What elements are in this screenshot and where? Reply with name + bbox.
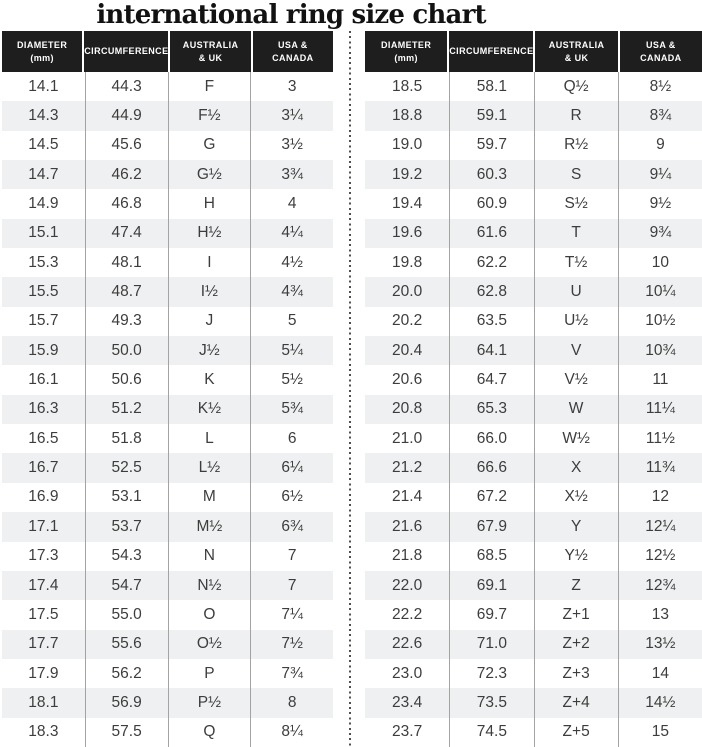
table-header-row — [365, 31, 702, 72]
column-header: AUSTRALIA & UK — [170, 31, 250, 72]
cell: M — [168, 483, 251, 512]
cell: 5½ — [250, 365, 333, 394]
cell: K½ — [168, 395, 251, 424]
cell: 52.5 — [85, 453, 168, 482]
table-row — [2, 483, 333, 512]
cell: 21.4 — [392, 488, 423, 506]
cell: Z+4 — [534, 688, 618, 717]
ring-size-table-left — [2, 31, 333, 747]
table-row — [365, 424, 702, 453]
table-row — [2, 600, 333, 629]
table-row — [2, 248, 333, 277]
cell: 15.5 — [28, 283, 59, 301]
cell: 63.5 — [449, 307, 533, 336]
column-header: DIAMETER (mm) — [2, 31, 82, 72]
cell: F — [168, 72, 251, 101]
cell: Z+2 — [534, 630, 618, 659]
cell: S — [534, 160, 618, 189]
cell: 50.0 — [85, 336, 168, 365]
cell: 49.3 — [85, 307, 168, 336]
table-row — [365, 219, 702, 248]
cell: 68.5 — [449, 542, 533, 571]
table-row — [2, 72, 333, 101]
cell: 44.9 — [85, 101, 168, 130]
table-body — [2, 72, 333, 747]
cell: X½ — [534, 483, 618, 512]
cell: 6¼ — [250, 453, 333, 482]
cell: L — [168, 424, 251, 453]
cell: 54.7 — [85, 571, 168, 600]
cell: Z+3 — [534, 659, 618, 688]
column-header: USA & CANADA — [253, 31, 333, 72]
cell: Z — [534, 571, 618, 600]
table-row — [2, 395, 333, 424]
table-row — [2, 688, 333, 717]
cell: 23.7 — [392, 723, 423, 741]
cell: 7¼ — [250, 600, 333, 629]
cell: 18.3 — [28, 723, 59, 741]
cell: 62.8 — [449, 277, 533, 306]
cell: 19.8 — [392, 253, 423, 271]
cell: M½ — [168, 512, 251, 541]
cell: 60.3 — [449, 160, 533, 189]
cell: 17.1 — [28, 517, 59, 535]
table-row — [365, 160, 702, 189]
table-row — [365, 131, 702, 160]
table-row — [2, 131, 333, 160]
cell: Z+1 — [534, 600, 618, 629]
cell: 17.9 — [28, 664, 59, 682]
cell: 5¾ — [250, 395, 333, 424]
cell: 3 — [250, 72, 333, 101]
table-row — [365, 688, 702, 717]
cell: 12 — [618, 483, 702, 512]
table-row — [2, 365, 333, 394]
table-row — [2, 571, 333, 600]
cell: 6½ — [250, 483, 333, 512]
cell: 8½ — [618, 72, 702, 101]
table-row — [365, 659, 702, 688]
cell: 14.1 — [28, 77, 59, 95]
cell: Q½ — [534, 72, 618, 101]
cell: 4 — [250, 189, 333, 218]
cell: H — [168, 189, 251, 218]
cell: 6¾ — [250, 512, 333, 541]
cell: W½ — [534, 424, 618, 453]
table-row — [2, 336, 333, 365]
cell: 11½ — [618, 424, 702, 453]
cell: 5 — [250, 307, 333, 336]
cell: 14.3 — [28, 107, 59, 125]
cell: Z+5 — [534, 718, 618, 747]
cell: R — [534, 101, 618, 130]
table-row — [365, 307, 702, 336]
cell: 9¼ — [618, 160, 702, 189]
cell: J — [168, 307, 251, 336]
table-row — [2, 101, 333, 130]
cell: 10 — [618, 248, 702, 277]
cell: 11¾ — [618, 453, 702, 482]
cell: 23.0 — [392, 664, 423, 682]
cell: 10½ — [618, 307, 702, 336]
cell: 15.1 — [28, 224, 59, 242]
cell: 20.0 — [392, 283, 423, 301]
cell: 66.0 — [449, 424, 533, 453]
cell: 17.3 — [28, 547, 59, 565]
cell: 3¼ — [250, 101, 333, 130]
cell: 69.7 — [449, 600, 533, 629]
cell: O½ — [168, 630, 251, 659]
cell: 7¾ — [250, 659, 333, 688]
cell: 69.1 — [449, 571, 533, 600]
cell: R½ — [534, 131, 618, 160]
cell: 19.4 — [392, 195, 423, 213]
cell: 4½ — [250, 248, 333, 277]
table-row — [365, 600, 702, 629]
cell: 45.6 — [85, 131, 168, 160]
cell: I½ — [168, 277, 251, 306]
cell: 16.5 — [28, 429, 59, 447]
cell: 55.6 — [85, 630, 168, 659]
cell: H½ — [168, 219, 251, 248]
cell: P½ — [168, 688, 251, 717]
table-row — [2, 542, 333, 571]
cell: 5¼ — [250, 336, 333, 365]
page-title: international ring size chart — [96, 0, 486, 30]
cell: N½ — [168, 571, 251, 600]
cell: 56.9 — [85, 688, 168, 717]
cell: 54.3 — [85, 542, 168, 571]
table-row — [365, 483, 702, 512]
cell: 56.2 — [85, 659, 168, 688]
cell: 12¼ — [618, 512, 702, 541]
cell: 8¼ — [250, 718, 333, 747]
cell: 3¾ — [250, 160, 333, 189]
cell: Y — [534, 512, 618, 541]
table-row — [365, 101, 702, 130]
ring-size-table-right — [365, 31, 702, 747]
cell: 60.9 — [449, 189, 533, 218]
table-row — [2, 659, 333, 688]
cell: 21.0 — [392, 429, 423, 447]
cell: 66.6 — [449, 453, 533, 482]
cell: 7 — [250, 571, 333, 600]
table-row — [2, 718, 333, 747]
cell: 19.2 — [392, 165, 423, 183]
table-row — [365, 571, 702, 600]
cell: 14.5 — [28, 136, 59, 154]
cell: 57.5 — [85, 718, 168, 747]
cell: 23.4 — [392, 693, 423, 711]
table-row — [365, 453, 702, 482]
cell: 4¼ — [250, 219, 333, 248]
cell: 21.6 — [392, 517, 423, 535]
cell: 47.4 — [85, 219, 168, 248]
cell: 48.7 — [85, 277, 168, 306]
cell: G — [168, 131, 251, 160]
table-row — [2, 453, 333, 482]
cell: 58.1 — [449, 72, 533, 101]
table-row — [2, 512, 333, 541]
cell: 46.2 — [85, 160, 168, 189]
cell: 48.1 — [85, 248, 168, 277]
cell: 12¾ — [618, 571, 702, 600]
dotted-divider — [349, 31, 351, 747]
cell: 20.2 — [392, 312, 423, 330]
cell: Q — [168, 718, 251, 747]
cell: 15 — [618, 718, 702, 747]
table-row — [2, 277, 333, 306]
cell: 18.1 — [28, 693, 59, 711]
table-row — [2, 189, 333, 218]
cell: T½ — [534, 248, 618, 277]
table-row — [365, 365, 702, 394]
cell: 11¼ — [618, 395, 702, 424]
column-header: CIRCUMFERENCE — [449, 31, 533, 72]
cell: 55.0 — [85, 600, 168, 629]
cell: 16.1 — [28, 371, 59, 389]
cell: T — [534, 219, 618, 248]
cell: K — [168, 365, 251, 394]
table-row — [365, 542, 702, 571]
cell: 18.8 — [392, 107, 423, 125]
cell: 16.7 — [28, 459, 59, 477]
cell: V — [534, 336, 618, 365]
cell: 59.7 — [449, 131, 533, 160]
cell: 14.9 — [28, 195, 59, 213]
cell: W — [534, 395, 618, 424]
cell: N — [168, 542, 251, 571]
cell: 20.4 — [392, 341, 423, 359]
table-row — [365, 718, 702, 747]
cell: 71.0 — [449, 630, 533, 659]
table-row — [2, 219, 333, 248]
cell: 72.3 — [449, 659, 533, 688]
cell: 46.8 — [85, 189, 168, 218]
cell: I — [168, 248, 251, 277]
cell: 16.9 — [28, 488, 59, 506]
cell: 50.6 — [85, 365, 168, 394]
cell: 19.0 — [392, 136, 423, 154]
cell: 51.2 — [85, 395, 168, 424]
cell: 64.1 — [449, 336, 533, 365]
cell: 74.5 — [449, 718, 533, 747]
table-row — [365, 395, 702, 424]
cell: 67.2 — [449, 483, 533, 512]
cell: 13½ — [618, 630, 702, 659]
table-row — [365, 248, 702, 277]
cell: U — [534, 277, 618, 306]
cell: 14 — [618, 659, 702, 688]
cell: Y½ — [534, 542, 618, 571]
cell: 22.6 — [392, 635, 423, 653]
cell: 9½ — [618, 189, 702, 218]
cell: V½ — [534, 365, 618, 394]
cell: 9 — [618, 131, 702, 160]
cell: 17.4 — [28, 576, 59, 594]
column-header: USA & CANADA — [620, 31, 702, 72]
cell: 15.9 — [28, 341, 59, 359]
cell: 8 — [250, 688, 333, 717]
cell: 53.1 — [85, 483, 168, 512]
cell: 8¾ — [618, 101, 702, 130]
cell: 13 — [618, 600, 702, 629]
cell: 21.8 — [392, 547, 423, 565]
cell: J½ — [168, 336, 251, 365]
table-row — [365, 277, 702, 306]
cell: 15.3 — [28, 253, 59, 271]
table-row — [2, 630, 333, 659]
table-row — [365, 630, 702, 659]
cell: 6 — [250, 424, 333, 453]
cell: 10¼ — [618, 277, 702, 306]
cell: 14.7 — [28, 165, 59, 183]
cell: 4¾ — [250, 277, 333, 306]
cell: 20.6 — [392, 371, 423, 389]
cell: 61.6 — [449, 219, 533, 248]
cell: 10¾ — [618, 336, 702, 365]
cell: 44.3 — [85, 72, 168, 101]
cell: 18.5 — [392, 77, 423, 95]
cell: 12½ — [618, 542, 702, 571]
cell: 7½ — [250, 630, 333, 659]
cell: F½ — [168, 101, 251, 130]
cell: G½ — [168, 160, 251, 189]
table-row — [365, 189, 702, 218]
cell: 7 — [250, 542, 333, 571]
cell: 15.7 — [28, 312, 59, 330]
table-row — [2, 160, 333, 189]
cell: 22.2 — [392, 605, 423, 623]
cell: S½ — [534, 189, 618, 218]
cell: 20.8 — [392, 400, 423, 418]
cell: 21.2 — [392, 459, 423, 477]
table-body — [365, 72, 702, 747]
cell: 19.6 — [392, 224, 423, 242]
cell: 62.2 — [449, 248, 533, 277]
cell: P — [168, 659, 251, 688]
cell: 17.5 — [28, 605, 59, 623]
cell: U½ — [534, 307, 618, 336]
column-header: AUSTRALIA & UK — [535, 31, 617, 72]
tables-container — [0, 31, 702, 747]
table-header-row — [2, 31, 333, 72]
cell: 73.5 — [449, 688, 533, 717]
cell: O — [168, 600, 251, 629]
cell: 3½ — [250, 131, 333, 160]
column-header: CIRCUMFERENCE — [84, 31, 168, 72]
cell: 22.0 — [392, 576, 423, 594]
cell: 17.7 — [28, 635, 59, 653]
cell: 59.1 — [449, 101, 533, 130]
cell: 53.7 — [85, 512, 168, 541]
cell: 9¾ — [618, 219, 702, 248]
cell: 65.3 — [449, 395, 533, 424]
cell: L½ — [168, 453, 251, 482]
table-row — [2, 307, 333, 336]
cell: X — [534, 453, 618, 482]
cell: 16.3 — [28, 400, 59, 418]
table-row — [2, 424, 333, 453]
table-row — [365, 512, 702, 541]
cell: 64.7 — [449, 365, 533, 394]
table-row — [365, 336, 702, 365]
column-header: DIAMETER (mm) — [365, 31, 447, 72]
table-row — [365, 72, 702, 101]
cell: 67.9 — [449, 512, 533, 541]
cell: 14½ — [618, 688, 702, 717]
cell: 51.8 — [85, 424, 168, 453]
cell: 11 — [618, 365, 702, 394]
